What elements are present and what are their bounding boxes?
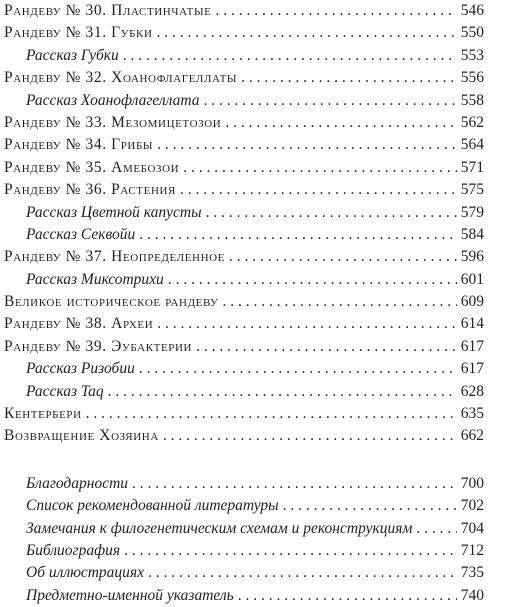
toc-entry-page: 700 bbox=[460, 474, 484, 492]
toc-entry-page: 601 bbox=[460, 270, 484, 288]
dot-leader bbox=[222, 291, 456, 313]
toc-entry-page: 628 bbox=[460, 382, 484, 400]
toc-entry-title: Рандеву № 32. Хоанофлагеллаты bbox=[4, 69, 238, 87]
toc-appendix-entry[interactable] bbox=[4, 562, 484, 584]
toc-entry[interactable] bbox=[4, 112, 484, 134]
dot-leader bbox=[203, 90, 456, 112]
toc-entry-title: Рандеву № 36. Растения bbox=[4, 181, 176, 199]
toc-entry-page: 702 bbox=[460, 497, 484, 515]
toc-entry-title: Благодарности bbox=[26, 474, 129, 492]
toc-entry-title: Рандеву № 38. Археи bbox=[4, 315, 154, 333]
dot-leader bbox=[225, 112, 456, 134]
toc-entry[interactable] bbox=[4, 179, 484, 201]
toc-sub-entry[interactable] bbox=[4, 269, 484, 291]
toc-entry-title: Рассказ Taq bbox=[26, 382, 104, 400]
toc-sub-entry[interactable] bbox=[4, 202, 484, 224]
toc-entry-title: Рандеву № 34. Грибы bbox=[4, 136, 154, 154]
toc-entry-title: Рассказ Губки bbox=[26, 46, 119, 64]
toc-entry[interactable] bbox=[4, 313, 484, 335]
dot-leader bbox=[139, 358, 457, 380]
toc-appendix-entry[interactable] bbox=[4, 540, 484, 562]
dot-leader bbox=[157, 313, 456, 335]
toc-entry-title: Рассказ Ризобии bbox=[26, 360, 135, 378]
toc-entry-title: Замечания к филогенетическим схемам и реконструкциям bbox=[26, 519, 413, 537]
dot-leader bbox=[132, 473, 457, 495]
toc-entry-title: Рандеву № 37. Неопределенное bbox=[4, 248, 225, 266]
toc-entry[interactable] bbox=[4, 0, 484, 22]
toc-entry-title: Возвращение Хозяина bbox=[4, 427, 159, 445]
toc-sub-entry[interactable] bbox=[4, 90, 484, 112]
toc-entry-page: 609 bbox=[460, 293, 484, 311]
toc-appendix-entry[interactable] bbox=[4, 585, 484, 607]
toc-entry-title: Рандеву № 39. Эубактерии bbox=[4, 337, 193, 355]
toc-entry-page: 596 bbox=[460, 248, 484, 266]
toc-entry-page: 562 bbox=[460, 113, 484, 131]
dot-leader bbox=[148, 562, 457, 584]
toc-entry-title: Рассказ Миксотрихи bbox=[26, 270, 164, 288]
toc-entry[interactable] bbox=[4, 134, 484, 156]
toc-sub-entry[interactable] bbox=[4, 358, 484, 380]
toc-sub-entry[interactable] bbox=[4, 45, 484, 67]
toc-entry-page: 584 bbox=[460, 225, 484, 243]
toc-entry-page: 553 bbox=[460, 46, 484, 64]
toc-entry-page: 579 bbox=[460, 203, 484, 221]
toc-entry-page: 614 bbox=[460, 315, 484, 333]
dot-leader bbox=[108, 381, 457, 403]
dot-leader bbox=[216, 0, 457, 22]
toc-entry-title: Рассказ Секвойи bbox=[26, 225, 136, 243]
dot-leader bbox=[86, 403, 457, 425]
toc-entry-page: 564 bbox=[460, 136, 484, 154]
dot-leader bbox=[238, 585, 457, 607]
toc-entry[interactable] bbox=[4, 425, 484, 447]
toc-entry-title: Рассказ Хоанофлагеллата bbox=[26, 91, 200, 109]
dot-leader bbox=[123, 45, 457, 67]
toc-entry-page: 571 bbox=[460, 158, 484, 176]
dot-leader bbox=[157, 22, 457, 44]
toc-entry-page: 712 bbox=[460, 541, 484, 559]
dot-leader bbox=[206, 202, 457, 224]
toc-entry[interactable] bbox=[4, 403, 484, 425]
toc-appendix-entry[interactable] bbox=[4, 518, 484, 540]
toc-entry-title: Предметно-именной указатель bbox=[26, 586, 234, 604]
dot-leader bbox=[196, 336, 457, 358]
dot-leader bbox=[124, 540, 457, 562]
toc-entry-page: 740 bbox=[460, 586, 484, 604]
dot-leader bbox=[139, 224, 456, 246]
toc-entry-page: 617 bbox=[460, 337, 484, 355]
toc-entry-page: 556 bbox=[460, 69, 484, 87]
toc-entry-title: Рандеву № 30. Пластинчатые bbox=[4, 2, 212, 19]
toc-sub-entry[interactable] bbox=[4, 224, 484, 246]
toc-entry-title: Рандеву № 31. Губки bbox=[4, 24, 153, 42]
dot-leader bbox=[229, 246, 457, 268]
toc-entry-title: Об иллюстрациях bbox=[26, 564, 145, 582]
toc-entry-title: Рандеву № 35. Амебозои bbox=[4, 158, 180, 176]
toc-entry-title: Рассказ Цветной капусты bbox=[26, 203, 202, 221]
appendix-list bbox=[4, 473, 484, 607]
toc-entry[interactable] bbox=[4, 67, 484, 89]
toc-entry[interactable] bbox=[4, 246, 484, 268]
toc-entry-title: Рандеву № 33. Мезомицетозои bbox=[4, 113, 222, 131]
dot-leader bbox=[241, 67, 457, 89]
toc-entry-page: 635 bbox=[460, 405, 484, 423]
toc-entry-page: 550 bbox=[460, 24, 484, 42]
dot-leader bbox=[416, 518, 456, 540]
toc-entry-title: Список рекомендованной литературы bbox=[26, 497, 279, 515]
toc-entry-title: Библиография bbox=[26, 541, 121, 559]
dot-leader bbox=[180, 179, 457, 201]
table-of-contents bbox=[4, 0, 484, 607]
toc-entry-title: Великое историческое рандеву bbox=[4, 293, 219, 311]
toc-entry-page: 546 bbox=[460, 2, 484, 19]
section-gap bbox=[4, 448, 484, 473]
toc-entry-page: 662 bbox=[460, 427, 484, 445]
dot-leader bbox=[163, 425, 457, 447]
dot-leader bbox=[283, 495, 457, 517]
toc-entry-title: Кентербери bbox=[4, 405, 82, 423]
toc-entry-page: 704 bbox=[460, 519, 484, 537]
dot-leader bbox=[183, 157, 457, 179]
dot-leader bbox=[168, 269, 457, 291]
toc-sub-entry[interactable] bbox=[4, 381, 484, 403]
toc-appendix-entry[interactable] bbox=[4, 495, 484, 517]
toc-entry[interactable] bbox=[4, 291, 484, 313]
toc-entry-page: 617 bbox=[460, 360, 484, 378]
toc-entry[interactable] bbox=[4, 157, 484, 179]
toc-entry-page: 575 bbox=[460, 181, 484, 199]
chapter-list bbox=[4, 0, 484, 448]
toc-entry[interactable] bbox=[4, 22, 484, 44]
toc-entry-page: 735 bbox=[460, 564, 484, 582]
toc-entry[interactable] bbox=[4, 336, 484, 358]
toc-entry-page: 558 bbox=[460, 91, 484, 109]
toc-appendix-entry[interactable] bbox=[4, 473, 484, 495]
dot-leader bbox=[157, 134, 457, 156]
